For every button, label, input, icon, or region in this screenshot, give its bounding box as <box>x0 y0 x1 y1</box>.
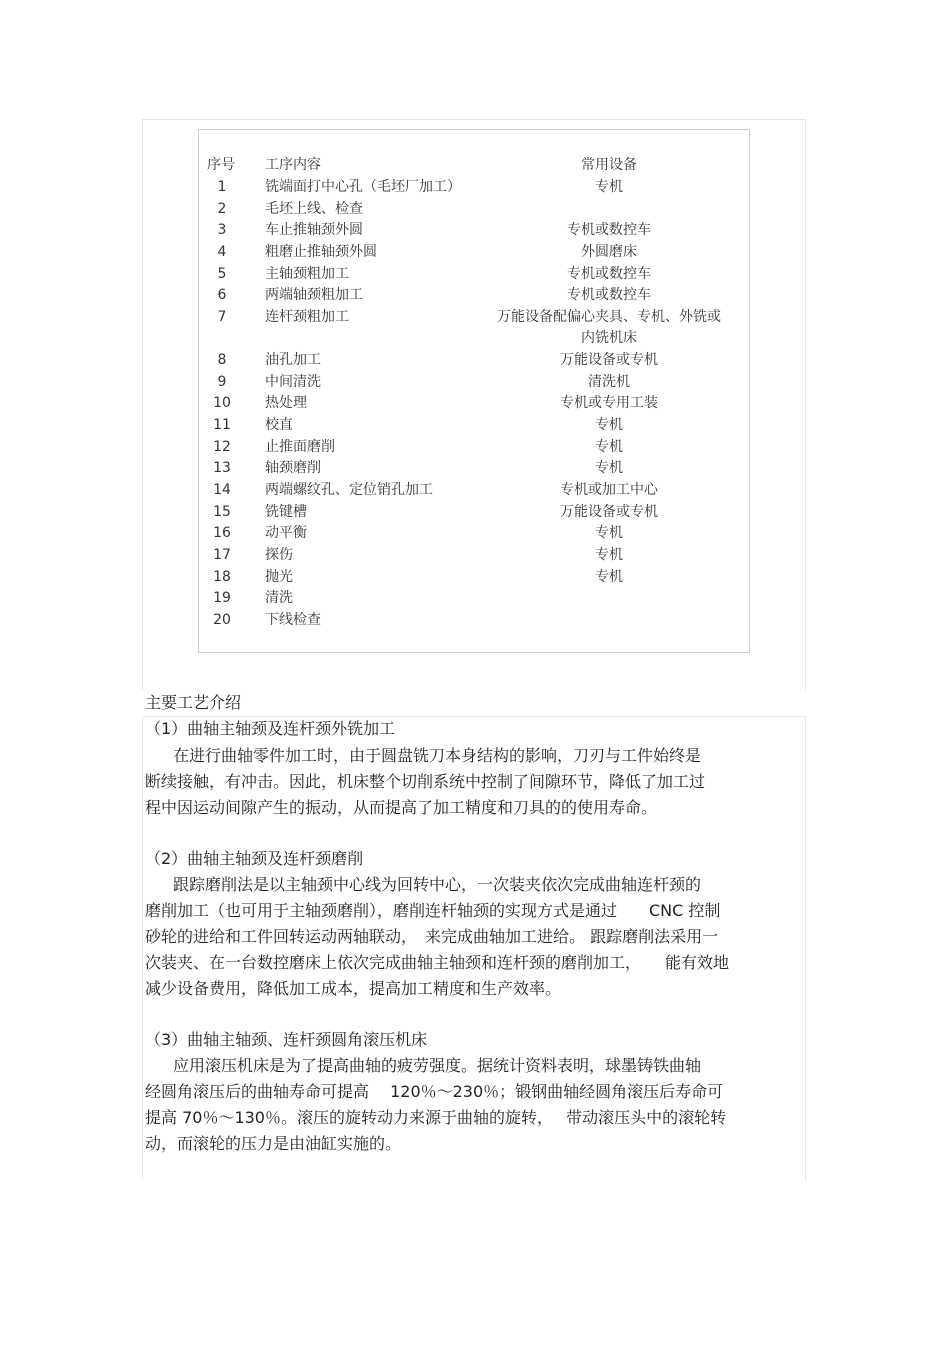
table-row <box>199 502 749 523</box>
paragraph-line: 磨削加工（也可用于主轴颈磨削），磨削连杆轴颈的实现方式是通过 CNC 控制 <box>145 901 721 920</box>
paragraph-line: 经圆角滚压后的曲轴寿命可提高 120％～230％；锻钢曲轴经圆角滚压后寿命可 <box>145 1082 724 1101</box>
row-step: 轴颈磨削 <box>265 460 321 476</box>
row-step: 下线检查 <box>265 612 321 628</box>
table-row <box>199 393 749 414</box>
paragraph-line: 次装夹、在一台数控磨床上依次完成曲轴主轴颈和连杆颈的磨削加工， 能有效地 <box>145 953 730 972</box>
paragraph-line: 应用滚压机床是为了提高曲轴的疲劳强度。据统计资料表明，球墨铸铁曲轴 <box>173 1056 702 1075</box>
row-num: 19 <box>213 590 231 606</box>
row-step: 主轴颈粗加工 <box>265 266 349 282</box>
header-equipment: 常用设备 <box>581 157 637 173</box>
row-equipment: 外圆磨床 <box>581 244 637 260</box>
table-row <box>199 588 749 609</box>
row-equipment: 专机或数控车 <box>567 222 651 238</box>
row-equipment: 专机 <box>595 179 623 195</box>
row-step: 中间清洗 <box>265 374 321 390</box>
row-num: 15 <box>213 504 231 520</box>
row-num: 17 <box>213 547 231 563</box>
table-row <box>199 567 749 588</box>
row-equipment-cont: 内铣机床 <box>581 330 637 346</box>
row-equipment: 专机或数控车 <box>567 266 651 282</box>
header-num: 序号 <box>207 157 235 173</box>
row-num: 11 <box>213 417 231 433</box>
table-row-continuation <box>199 328 749 349</box>
row-step: 粗磨止推轴颈外圆 <box>265 244 377 260</box>
row-equipment: 专机 <box>595 569 623 585</box>
row-step: 止推面磨削 <box>265 439 335 455</box>
row-num: 4 <box>217 244 227 260</box>
table-row <box>199 480 749 501</box>
row-step: 油孔加工 <box>265 352 321 368</box>
table-row <box>199 458 749 479</box>
paragraph-line: 在进行曲轴零件加工时，由于圆盘铣刀本身结构的影响，刀刃与工件始终是 <box>173 746 702 765</box>
table-row <box>199 199 749 220</box>
row-num: 6 <box>217 287 227 303</box>
table-header-row <box>199 155 749 176</box>
row-num: 12 <box>213 439 231 455</box>
section-1-heading: （1）曲轴主轴颈及连杆颈外铣加工 <box>145 719 396 738</box>
row-num: 10 <box>213 395 231 411</box>
row-equipment: 万能设备或专机 <box>560 352 658 368</box>
row-equipment: 专机 <box>595 417 623 433</box>
table-row <box>199 264 749 285</box>
row-num: 2 <box>217 201 227 217</box>
row-equipment: 专机或专用工装 <box>560 395 658 411</box>
row-equipment: 专机或数控车 <box>567 287 651 303</box>
paragraph-line: 砂轮的进给和工件回转运动两轴联动， 来完成曲轴加工进给。 跟踪磨削法采用一 <box>145 927 719 946</box>
row-step: 车止推轴颈外圆 <box>265 222 363 238</box>
table-row <box>199 545 749 566</box>
row-num: 16 <box>213 525 231 541</box>
row-step: 抛光 <box>265 569 293 585</box>
table-row <box>199 220 749 241</box>
row-equipment: 专机 <box>595 525 623 541</box>
row-equipment: 万能设备配偏心夹具、专机、外铣或 <box>497 309 721 325</box>
header-step: 工序内容 <box>265 157 321 173</box>
row-equipment: 专机 <box>595 460 623 476</box>
process-table <box>198 129 750 653</box>
row-step: 热处理 <box>265 395 307 411</box>
row-equipment: 万能设备或专机 <box>560 504 658 520</box>
table-row <box>199 523 749 544</box>
table-row <box>199 242 749 263</box>
row-num: 1 <box>217 179 227 195</box>
paragraph-line: 跟踪磨削法是以主轴颈中心线为回转中心，一次装夹依次完成曲轴连杆颈的 <box>173 875 702 894</box>
paragraph-line: 减少设备费用，降低加工成本，提高加工精度和生产效率。 <box>145 979 562 998</box>
row-step: 清洗 <box>265 590 293 606</box>
row-num: 7 <box>217 309 227 325</box>
row-step: 两端轴颈粗加工 <box>265 287 363 303</box>
row-num: 14 <box>213 482 231 498</box>
row-step: 铣端面打中心孔（毛坯厂加工） <box>265 179 461 195</box>
row-num: 9 <box>217 374 227 390</box>
row-num: 20 <box>213 612 231 628</box>
row-equipment: 专机或加工中心 <box>560 482 658 498</box>
paragraph-line: 断续接触，有冲击。因此，机床整个切削系统中控制了间隙环节，降低了加工过 <box>145 772 706 791</box>
paragraph-line: 动，而滚轮的压力是由油缸实施的。 <box>145 1134 402 1153</box>
section-title: 主要工艺介绍 <box>145 693 242 712</box>
row-equipment: 专机 <box>595 547 623 563</box>
paragraph-line: 程中因运动间隙产生的振动，从而提高了加工精度和刀具的的使用寿命。 <box>145 798 658 817</box>
row-num: 8 <box>217 352 227 368</box>
row-step: 动平衡 <box>265 525 307 541</box>
row-equipment: 专机 <box>595 439 623 455</box>
row-step: 两端螺纹孔、定位销孔加工 <box>265 482 433 498</box>
row-num: 3 <box>217 222 227 238</box>
table-row <box>199 307 749 328</box>
table-row <box>199 372 749 393</box>
row-num: 13 <box>213 460 231 476</box>
table-row <box>199 415 749 436</box>
row-equipment: 清洗机 <box>588 374 630 390</box>
table-row <box>199 285 749 306</box>
table-row <box>199 610 749 631</box>
row-num: 5 <box>217 266 227 282</box>
row-step: 连杆颈粗加工 <box>265 309 349 325</box>
paragraph-line: 提高 70％～130％。滚压的旋转动力来源于曲轴的旋转， 带动滚压头中的滚轮转 <box>145 1108 727 1127</box>
row-num: 18 <box>213 569 231 585</box>
row-step: 探伤 <box>265 547 293 563</box>
row-step: 铣键槽 <box>265 504 307 520</box>
section-3-heading: （3）曲轴主轴颈、连杆颈圆角滚压机床 <box>145 1030 428 1049</box>
section-2-heading: （2）曲轴主轴颈及连杆颈磨削 <box>145 849 364 868</box>
table-row <box>199 177 749 198</box>
table-row <box>199 350 749 371</box>
row-step: 毛坯上线、检查 <box>265 201 363 217</box>
row-step: 校直 <box>265 417 293 433</box>
table-row <box>199 437 749 458</box>
